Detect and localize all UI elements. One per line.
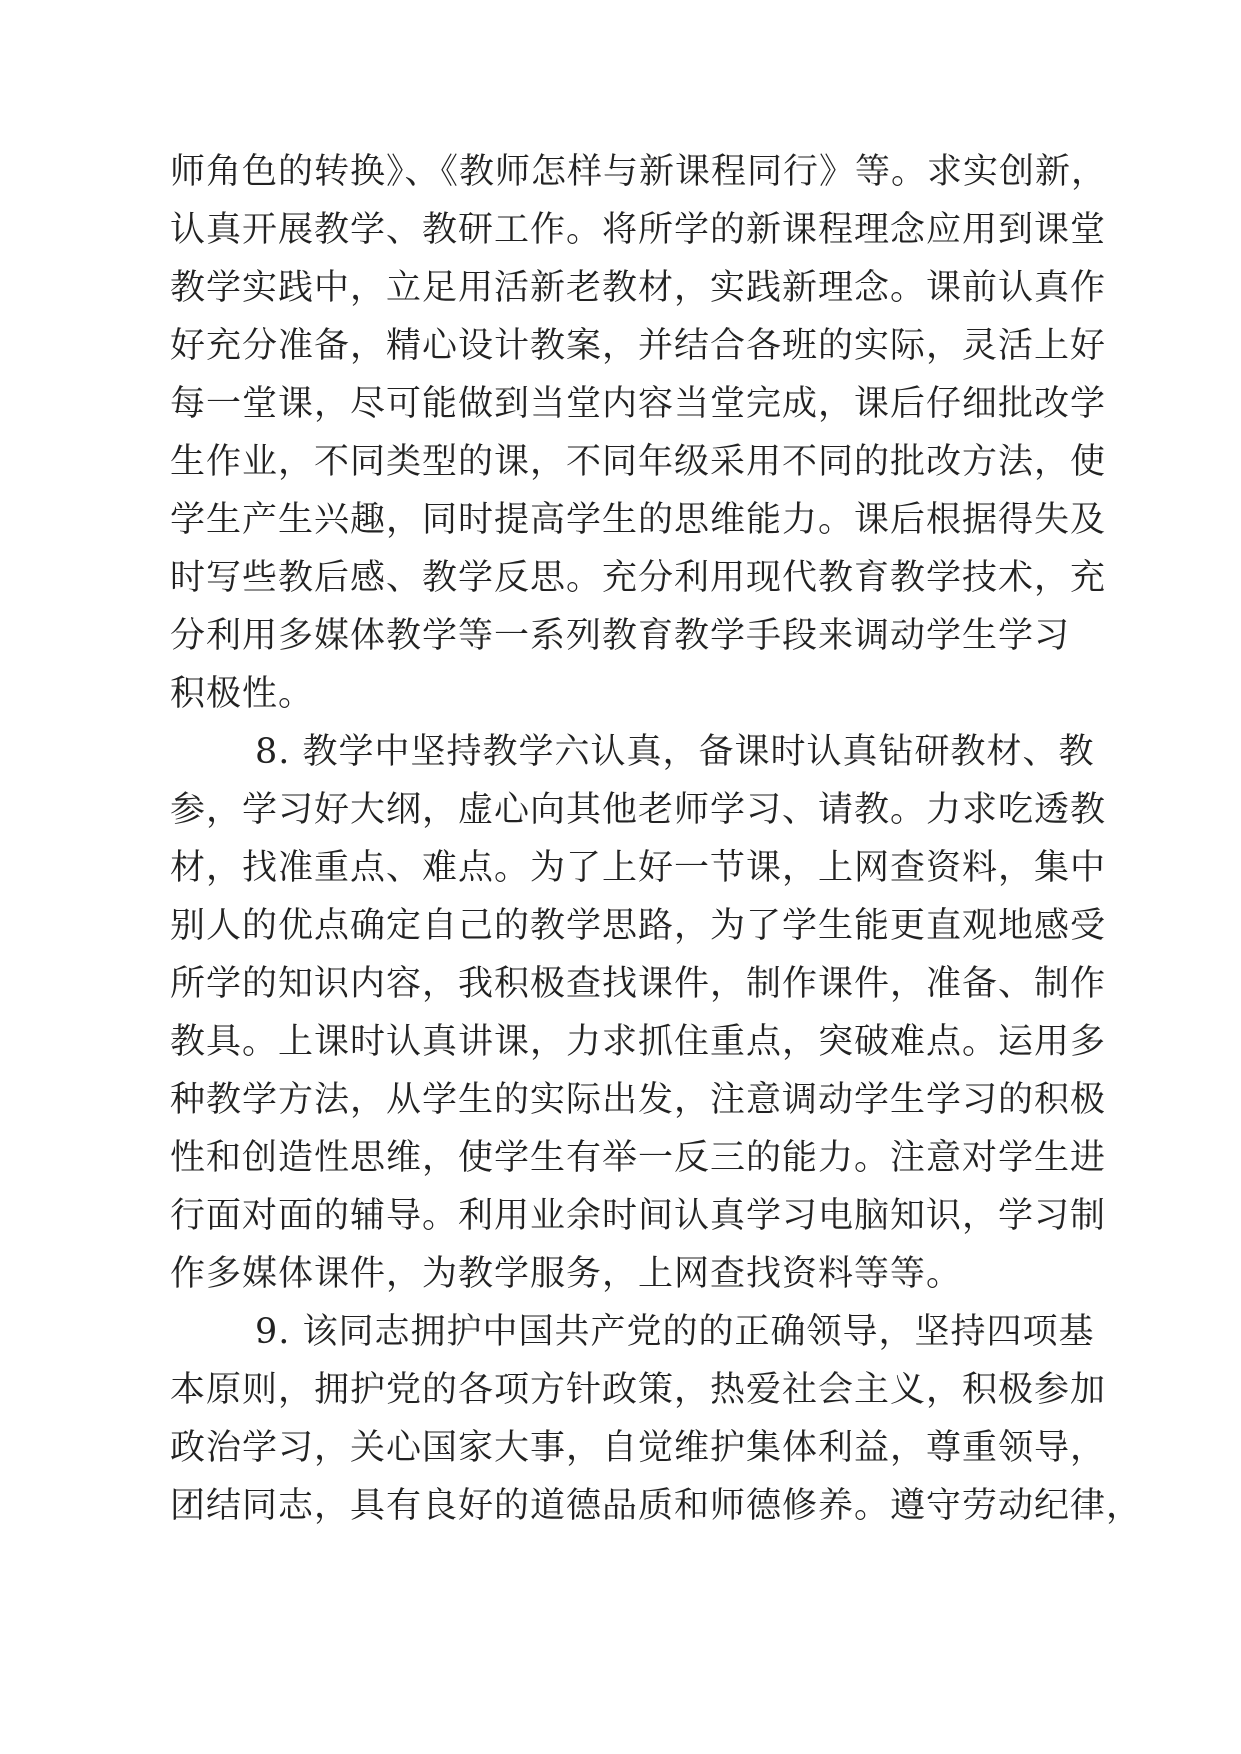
text-line: 积极性。 — [170, 674, 315, 714]
text-line: 好充分准备，精心设计教案，并结合各班的实际，灵活上好 — [170, 326, 1107, 366]
text-line: 团结同志，具有良好的道德品质和师德修养。遵守劳动纪律， — [170, 1486, 1143, 1526]
text-line: 学生产生兴趣，同时提高学生的思维能力。课后根据得失及 — [170, 500, 1107, 540]
text-line: 时写些教后感、教学反思。充分利用现代教育教学技术，充 — [170, 558, 1107, 598]
text-line: 别人的优点确定自己的教学思路，为了学生能更直观地感受 — [170, 906, 1107, 946]
text-line: 政治学习，关心国家大事，自觉维护集体利益，尊重领导， — [170, 1428, 1107, 1468]
text-line: 分利用多媒体教学等一系列教育教学手段来调动学生学习 — [170, 616, 1071, 656]
text-line: 作多媒体课件，为教学服务，上网查找资料等等。 — [170, 1254, 963, 1294]
text-line: 种教学方法，从学生的实际出发，注意调动学生学习的积极 — [170, 1080, 1107, 1120]
text-line: 师角色的转换》、《教师怎样与新课程同行》等。求实创新， — [170, 152, 1108, 192]
text-line: 认真开展教学、教研工作。将所学的新课程理念应用到课堂 — [170, 210, 1107, 250]
text-line: 每一堂课，尽可能做到当堂内容当堂完成，课后仔细批改学 — [170, 384, 1107, 424]
paragraph-8-first-line: 8. 教学中坚持教学六认真，备课时认真钻研教材、教 — [255, 732, 1095, 772]
text-line: 材，找准重点、难点。为了上好一节课，上网查资料，集中 — [170, 848, 1107, 888]
text-line: 行面对面的辅导。利用业余时间认真学习电脑知识，学习制 — [170, 1196, 1107, 1236]
text-line: 所学的知识内容，我积极查找课件，制作课件，准备、制作 — [170, 964, 1107, 1004]
text-line: 参，学习好大纲，虚心向其他老师学习、请教。力求吃透教 — [170, 790, 1107, 830]
text-line: 教学实践中，立足用活新老教材，实践新理念。课前认真作 — [170, 268, 1107, 308]
paragraph-9-first-line: 9. 该同志拥护中国共产党的的正确领导，坚持四项基 — [255, 1312, 1095, 1352]
text-line: 教具。上课时认真讲课，力求抓住重点，突破难点。运用多 — [170, 1022, 1107, 1062]
text-line: 本原则，拥护党的各项方针政策，热爱社会主义，积极参加 — [170, 1370, 1107, 1410]
text-line: 性和创造性思维，使学生有举一反三的能力。注意对学生进 — [170, 1138, 1107, 1178]
text-line: 生作业，不同类型的课，不同年级采用不同的批改方法，使 — [170, 442, 1107, 482]
